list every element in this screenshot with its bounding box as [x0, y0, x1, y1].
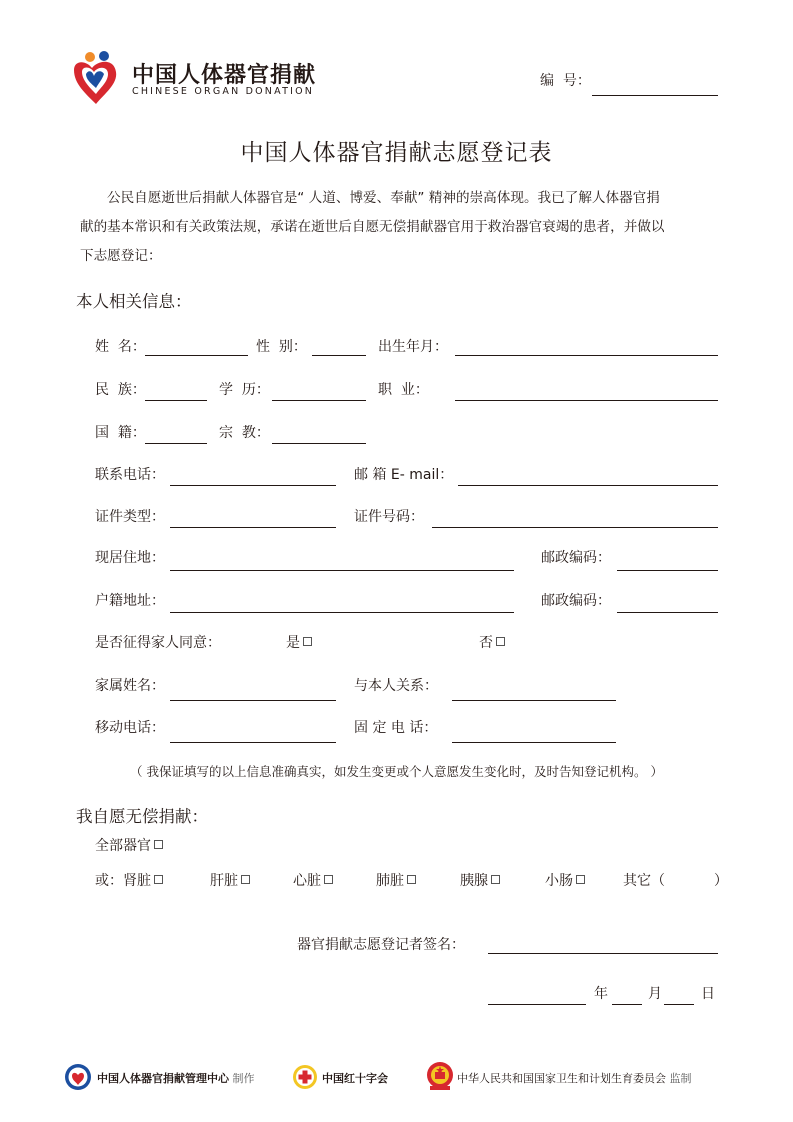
religion-label: 宗 教： [219, 425, 270, 441]
lung-label: 肺脏 [376, 873, 404, 889]
or-label: 或： [95, 873, 123, 889]
liver-checkbox[interactable] [241, 875, 250, 884]
form-title: 中国人体器官捐献志愿登记表 [240, 140, 553, 166]
mobile-phone-field[interactable] [170, 742, 336, 743]
intro-paragraph [80, 184, 730, 271]
postcode-label-2: 邮政编码： [541, 593, 611, 609]
pancreas-option[interactable] [460, 873, 500, 889]
family-name-field[interactable] [170, 700, 336, 701]
footer-commission [457, 1070, 692, 1086]
postcode-field-2[interactable] [617, 612, 718, 613]
management-center-emblem-icon [64, 1063, 92, 1091]
nationality-field[interactable] [145, 443, 207, 444]
heart-checkbox[interactable] [324, 875, 333, 884]
pancreas-label: 胰腺 [460, 873, 488, 889]
ethnicity-field[interactable] [145, 400, 207, 401]
id-number-label: 证件号码： [354, 509, 424, 525]
occupation-field[interactable] [455, 400, 718, 401]
footer-red-cross: 中国红十字会 [322, 1072, 388, 1085]
organ-donation-logo [70, 48, 320, 108]
consent-yes-checkbox[interactable] [303, 637, 312, 646]
birth-date-field[interactable] [455, 355, 718, 356]
email-label: 邮 箱 E- mail： [354, 467, 454, 483]
landline-phone-label: 固 定 电 话： [354, 720, 438, 736]
liver-label: 肝脏 [210, 873, 238, 889]
guarantee-note: （ 我保证填写的以上信息准确真实，如发生变更或个人意愿发生变化时，及时告知登记机构。 ） [130, 764, 663, 779]
pancreas-checkbox[interactable] [491, 875, 500, 884]
all-organs-label: 全部器官 [95, 838, 151, 854]
personal-info-heading: 本人相关信息： [76, 292, 192, 311]
month-label: 月 [648, 986, 662, 1002]
intro-line-1: 公民自愿逝世后捐献人体器官是“ 人道、博爱、奉献” 精神的崇高体现。我已了解人体器官捐 [107, 190, 660, 206]
heart-label: 心脏 [293, 873, 321, 889]
postcode-label-1: 邮政编码： [541, 550, 611, 566]
footer-maker-suffix: 制作 [232, 1072, 255, 1085]
kidney-label: 肾脏 [123, 873, 151, 889]
consent-yes-option[interactable] [286, 635, 312, 651]
signature-label: 器官捐献志愿登记者签名： [297, 937, 465, 953]
footer-commission-suffix: 监制 [669, 1072, 692, 1085]
name-field[interactable] [145, 355, 248, 356]
consent-no-option[interactable] [479, 635, 505, 651]
gender-label: 性 别： [256, 339, 307, 355]
year-field[interactable] [488, 1004, 586, 1005]
id-number-field[interactable] [432, 527, 718, 528]
postcode-field-1[interactable] [617, 570, 718, 571]
nationality-label: 国 籍： [95, 425, 146, 441]
relation-label: 与本人关系： [354, 678, 438, 694]
occupation-label: 职 业： [378, 382, 429, 398]
other-organ-field[interactable]: 其它（ ） [623, 873, 728, 889]
family-name-label: 家属姓名： [95, 678, 165, 694]
id-type-label: 证件类型： [95, 509, 165, 525]
serial-number-label: 编 号： [540, 73, 591, 89]
name-label: 姓 名： [95, 339, 146, 355]
footer-commission-name: 中华人民共和国国家卫生和计划生育委员会 [457, 1072, 666, 1085]
all-organs-option[interactable] [95, 838, 163, 854]
consent-no-checkbox[interactable] [496, 637, 505, 646]
current-address-field[interactable] [170, 570, 514, 571]
lung-checkbox[interactable] [407, 875, 416, 884]
national-emblem-icon [426, 1061, 454, 1091]
contact-phone-label: 联系电话： [95, 467, 165, 483]
id-type-field[interactable] [170, 527, 336, 528]
kidney-checkbox[interactable] [154, 875, 163, 884]
day-field[interactable] [664, 1004, 694, 1005]
red-cross-icon [292, 1064, 318, 1090]
signature-field[interactable] [488, 953, 718, 954]
organ-donation-logo-icon [70, 48, 128, 108]
day-label: 日 [701, 986, 715, 1002]
religion-field[interactable] [272, 443, 366, 444]
lung-option[interactable] [376, 873, 416, 889]
serial-number-field[interactable] [592, 95, 718, 96]
month-field[interactable] [612, 1004, 642, 1005]
consent-no-label: 否 [479, 635, 493, 651]
landline-phone-field[interactable] [452, 742, 616, 743]
ethnicity-label: 民 族： [95, 382, 146, 398]
email-field[interactable] [458, 485, 718, 486]
footer-maker-name: 中国人体器官捐献管理中心 [97, 1072, 229, 1085]
intestine-checkbox[interactable] [576, 875, 585, 884]
current-address-label: 现居住地： [95, 550, 165, 566]
intro-line-2: 献的基本常识和有关政策法规，承诺在逝世后自愿无偿捐献器官用于救治器官衰竭的患者，并做以 [80, 219, 665, 235]
liver-option[interactable] [210, 873, 250, 889]
education-label: 学 历： [219, 382, 270, 398]
footer-maker [97, 1070, 255, 1086]
gender-field[interactable] [312, 355, 366, 356]
household-address-label: 户籍地址： [95, 593, 165, 609]
mobile-phone-label: 移动电话： [95, 720, 165, 736]
education-field[interactable] [272, 400, 366, 401]
intestine-option[interactable] [545, 873, 585, 889]
intro-line-3: 下志愿登记： [80, 248, 162, 264]
year-label: 年 [594, 986, 608, 1002]
consent-yes-label: 是 [286, 635, 300, 651]
contact-phone-field[interactable] [170, 485, 336, 486]
birth-date-label: 出生年月： [378, 339, 448, 355]
heart-option[interactable] [293, 873, 333, 889]
relation-field[interactable] [452, 700, 616, 701]
logo-english-text: CHINESE ORGAN DONATION [132, 86, 315, 97]
all-organs-checkbox[interactable] [154, 840, 163, 849]
family-consent-label: 是否征得家人同意： [95, 635, 221, 651]
donation-heading: 我自愿无偿捐献： [76, 807, 208, 826]
kidney-option[interactable] [95, 873, 163, 889]
intestine-label: 小肠 [545, 873, 573, 889]
logo-chinese-text: 中国人体器官捐献 [132, 63, 317, 88]
household-address-field[interactable] [170, 612, 514, 613]
